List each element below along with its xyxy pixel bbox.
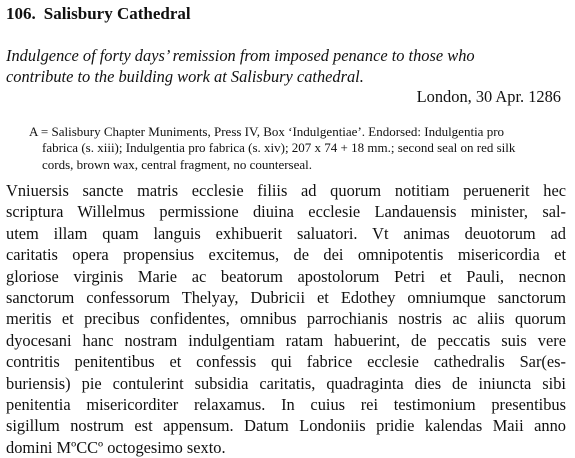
text-line: sigillum nostrum est appensum. Datum Londoniis pridie kalendas Maii anno	[6, 416, 566, 436]
text-line: domini MºCCº octogesimo sexto.	[6, 437, 226, 457]
text-line: penitentia misericorditer relaxamus. In cuius rei testimonium presentibus	[6, 395, 566, 415]
text-line: contritis penitentibus et confessis qui fabrice ecclesie cathedralis Sar(es-	[6, 352, 566, 372]
place-and-date: London, 30 Apr. 1286	[416, 87, 561, 106]
source-line: A = Salisbury Chapter Muniments, Press IV, Box ‘Indulgentiae’. Endorsed: Indulgentia pro	[29, 124, 505, 139]
text-line: gloriose virginis Marie ac beatorum apostolorum Petri et Pauli, necnon	[6, 266, 566, 286]
summary-paragraph	[6, 46, 566, 87]
summary-line: Indulgence of forty days’ remission from imposed penance to those who	[6, 46, 475, 65]
summary-line: contribute to the building work at Salisbury cathedral.	[6, 66, 364, 86]
charter-text	[6, 180, 566, 458]
text-line: caritatis opera propensius excitemus, de dei omnipotentis misericordia et	[6, 245, 566, 265]
source-note	[29, 124, 559, 173]
document-title: Salisbury Cathedral	[43, 4, 191, 23]
document-heading	[6, 4, 191, 24]
text-line: utem illam quam languis exhibuerit saluatori. Vt animas deuotorum ad	[6, 223, 566, 243]
document-number: 106.	[6, 4, 36, 23]
text-line: Vniuersis sancte matris ecclesie filiis ad quorum notitiam peruenerit hec	[6, 181, 566, 200]
text-line: sanctorum confessorum Thelyay, Dubricii et Edothey omniumque sanctorum	[6, 288, 566, 308]
text-line: meritis et precibus confidentes, omnibus parrochianis nostris ac aliis quorum	[6, 309, 566, 329]
source-line: cords, brown wax, central fragment, no counterseal.	[42, 156, 313, 172]
text-line: buriensis) pie contulerint subsidia caritatis, quadraginta dies de iniuncta sibi	[6, 373, 566, 393]
text-line: scriptura Willelmus permissione diuina ecclesie Landauensis minister, sal-	[6, 202, 566, 222]
text-line: dyocesani hanc nostram indulgentiam ratam habuerint, de peccatis suis vere	[6, 330, 566, 350]
source-line: fabrica (s. xiii); Indulgentia pro fabrica (s. xiv); 207 x 74 + 18 mm.; second seal on red silk	[42, 140, 516, 156]
